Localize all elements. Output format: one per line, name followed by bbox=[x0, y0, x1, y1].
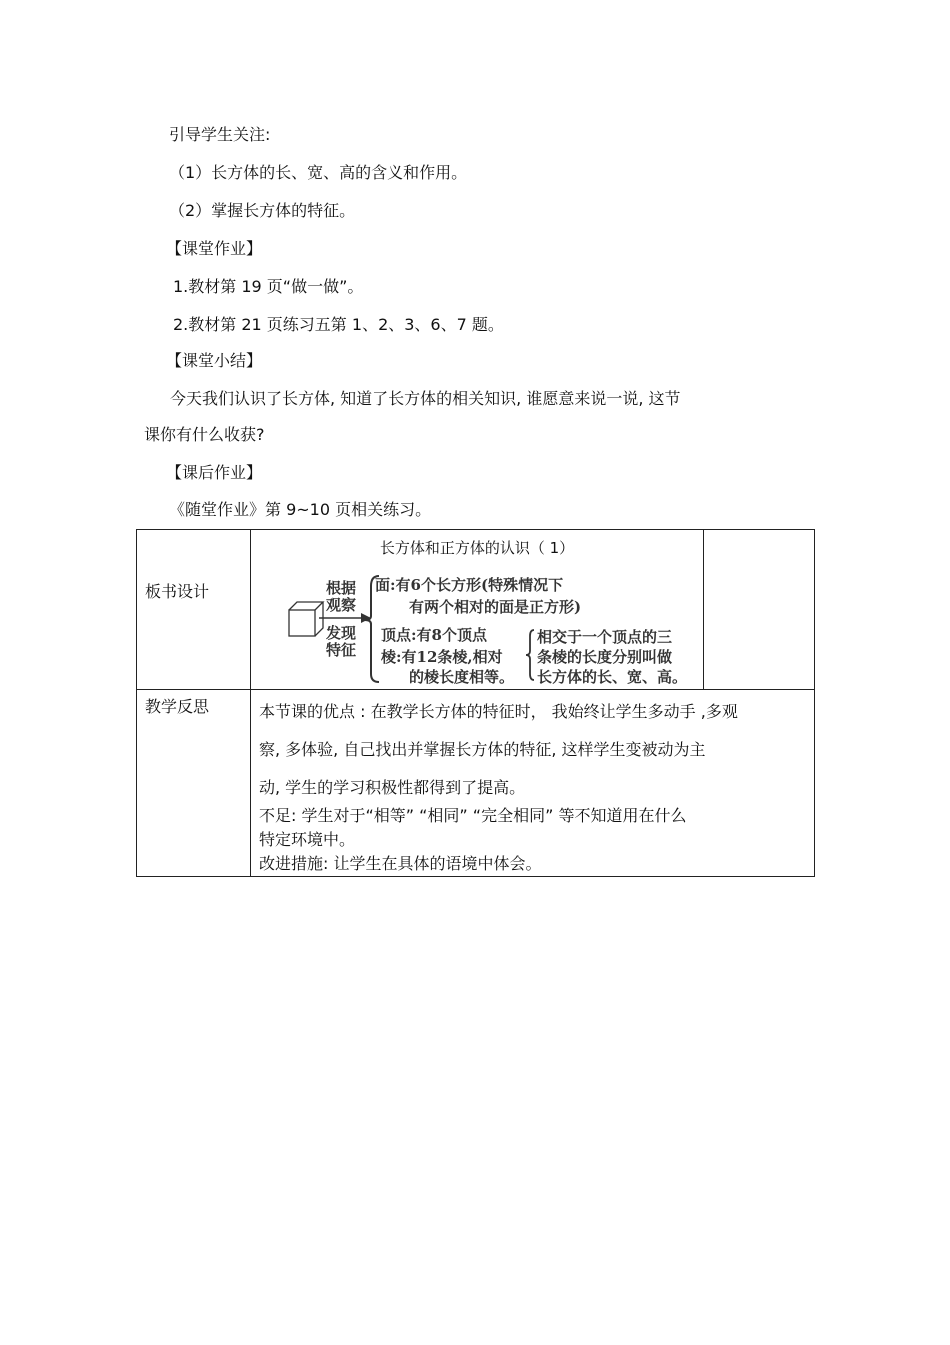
reflection-line-2: 察, 多体验, 自己找出并掌握长方体的特征, 这样学生变被动为主 bbox=[259, 740, 706, 759]
reflection-line-6: 改进措施: 让学生在具体的语境中体会。 bbox=[259, 854, 542, 873]
board-label-cell bbox=[137, 530, 251, 690]
diagram-note-3: 长方体的长、宽、高。 bbox=[537, 668, 688, 686]
diagram-left-bottom-1: 发现 bbox=[326, 624, 357, 642]
cuboid-icon bbox=[289, 602, 323, 636]
guide-point-1: （1）长方体的长、宽、高的含义和作用。 bbox=[169, 163, 468, 182]
reflection-line-1: 本节课的优点 : 在教学长方体的特征时， 我始终让学生多动手 ,多观 bbox=[259, 702, 738, 721]
diagram-face-2: 有两个相对的面是正方形) bbox=[409, 598, 582, 616]
reflection-label: 教学反思 bbox=[145, 697, 210, 716]
classwork-item-2: 2.教材第 21 页练习五第 1、2、3、6、7 题。 bbox=[173, 315, 504, 334]
homework-heading: 【课后作业】 bbox=[166, 463, 263, 482]
diagram-edge-1: 棱:有12条棱,相对 bbox=[381, 648, 503, 666]
diagram-note-1: 相交于一个顶点的三 bbox=[537, 628, 673, 646]
diagram-small-brace bbox=[526, 630, 534, 680]
reflection-line-3: 动, 学生的学习积极性都得到了提高。 bbox=[259, 778, 526, 797]
diagram-left-top-2: 观察 bbox=[326, 596, 357, 614]
reflection-label-cell bbox=[137, 690, 251, 877]
reflection-content-cell bbox=[251, 690, 815, 877]
board-label: 板书设计 bbox=[145, 582, 210, 601]
summary-text-1: 今天我们认识了长方体, 知道了长方体的相关知识, 谁愿意来说一说, 这节 bbox=[170, 389, 681, 408]
classwork-heading: 【课堂作业】 bbox=[166, 239, 263, 258]
board-content-cell bbox=[251, 530, 704, 690]
reflection-line-4: 不足: 学生对于“相等” “相同” “完全相同” 等不知道用在什么 bbox=[259, 806, 687, 825]
summary-text-2: 课你有什么收获? bbox=[144, 425, 265, 444]
homework-text: 《随堂作业》第 9~10 页相关练习。 bbox=[169, 500, 432, 519]
diagram-left-bottom-2: 特征 bbox=[326, 641, 357, 659]
reflection-line-5: 特定环境中。 bbox=[259, 830, 356, 849]
summary-heading: 【课堂小结】 bbox=[166, 351, 263, 370]
board-extra-cell bbox=[704, 530, 815, 690]
diagram-left-top-1: 根据 bbox=[326, 579, 357, 597]
lesson-table bbox=[136, 529, 815, 877]
classwork-item-1: 1.教材第 19 页“做一做”。 bbox=[173, 277, 364, 296]
diagram-face-1: 面:有6个长方形(特殊情况下 bbox=[375, 576, 564, 594]
board-title: 长方体和正方体的认识（ 1） bbox=[379, 539, 575, 557]
diagram-vertex: 顶点:有8个顶点 bbox=[381, 626, 487, 644]
guide-intro: 引导学生关注: bbox=[169, 125, 271, 144]
guide-point-2: （2）掌握长方体的特征。 bbox=[169, 201, 356, 220]
diagram-note-2: 条棱的长度分别叫做 bbox=[537, 648, 673, 666]
diagram-edge-2: 的棱长度相等。 bbox=[409, 668, 515, 686]
board-diagram bbox=[251, 558, 703, 686]
